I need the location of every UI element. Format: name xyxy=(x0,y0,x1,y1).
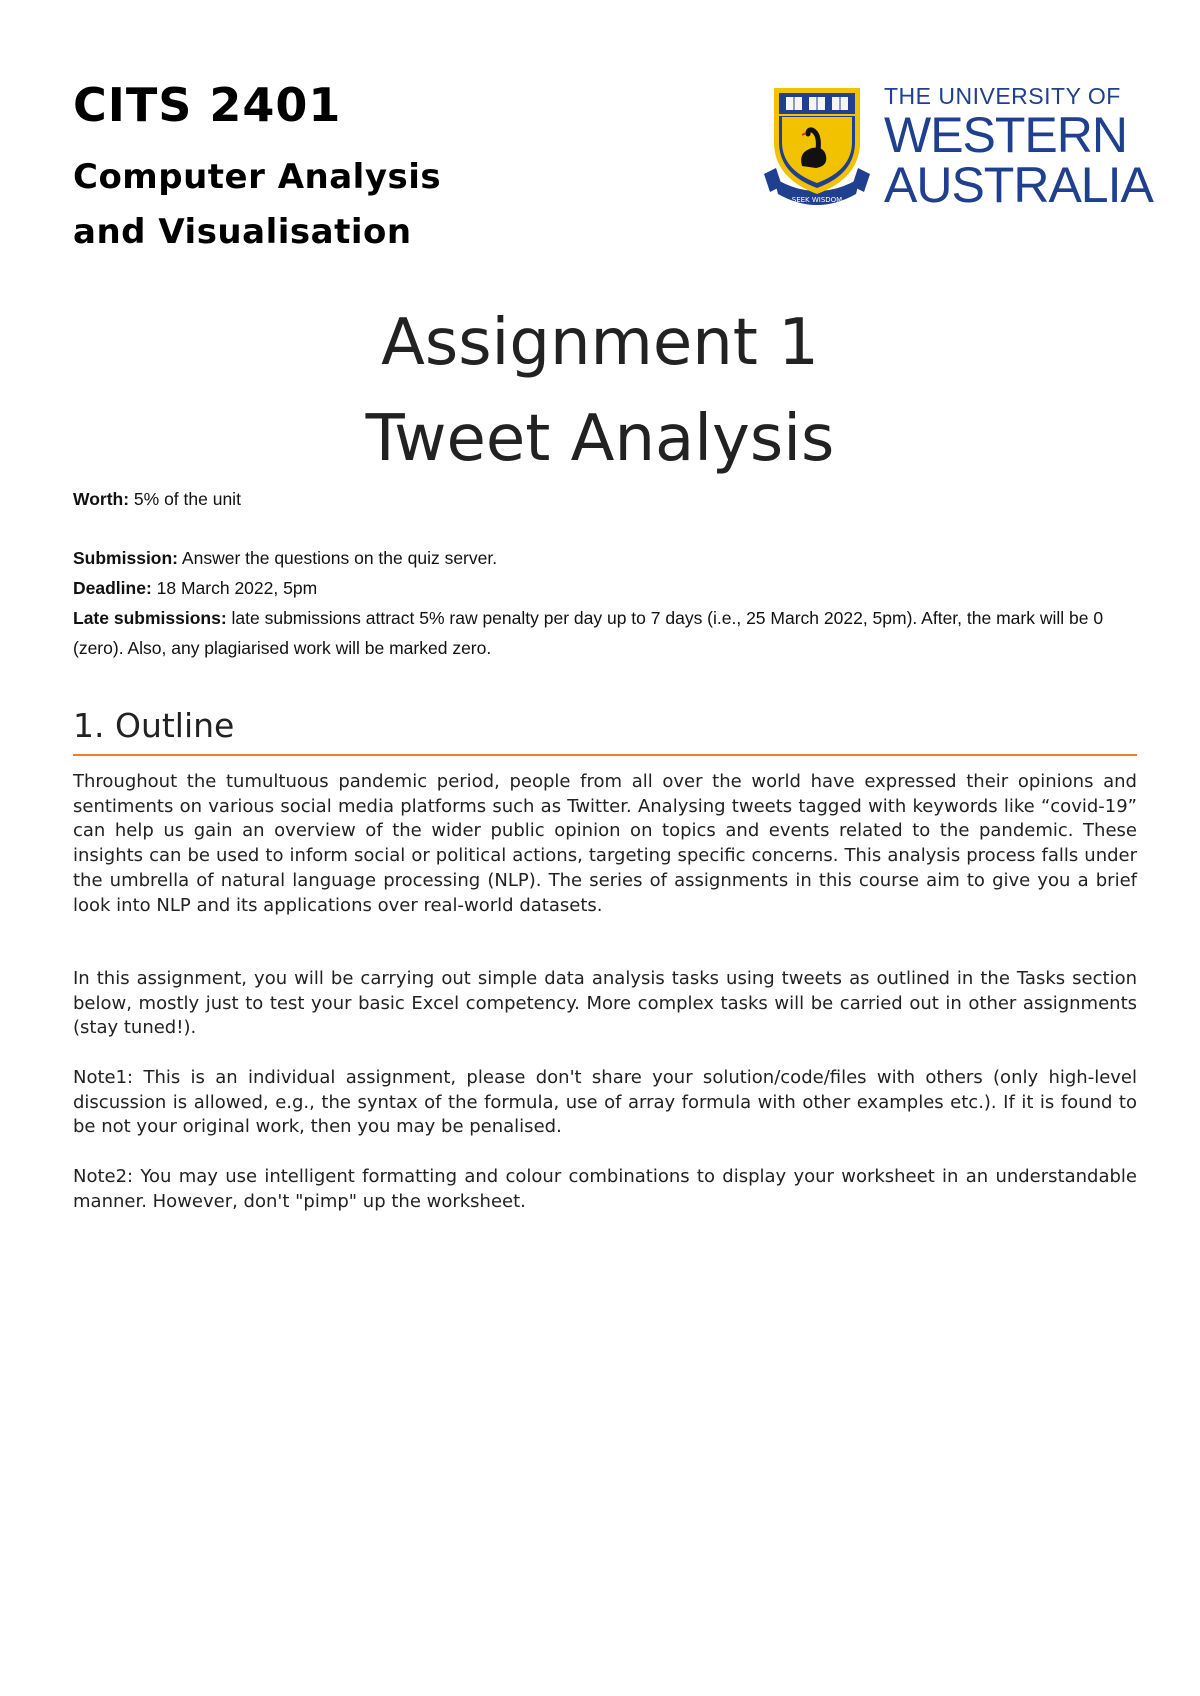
course-name-line2: and Visualisation xyxy=(73,212,412,252)
submission-line xyxy=(73,543,1137,573)
university-crest-icon xyxy=(762,82,872,212)
logo-line1: THE UNIVERSITY OF xyxy=(884,83,1121,109)
worth-label: Worth: xyxy=(73,489,130,509)
deadline-value: 18 March 2022, 5pm xyxy=(151,578,318,598)
document-title-line2: Tweet Analysis xyxy=(365,402,835,476)
outline-paragraph-1: Throughout the tumultuous pandemic period, people from all over the world have expressed their opinions and sentiments on various social media platforms such as Twitter. Analysing tweets tagged with keywords like “covid-19” can help us gain an overview of the wider public opinion on topics and events related to the pandemic. These insights can be used to inform social or political actions, targeting specific concerns. This analysis process falls under the umbrella of natural language processing (NLP). The series of assignments in this course aim to give you a brief look into NLP and its applications over real-world datasets. xyxy=(73,771,1137,916)
course-code: CITS 2401 xyxy=(73,78,342,132)
document-title-line1: Assignment 1 xyxy=(381,306,819,380)
logo-motto: SEEK WISDOM xyxy=(791,196,843,204)
deadline-line xyxy=(73,573,1137,603)
section-divider xyxy=(73,754,1137,756)
section-heading-outline: 1. Outline xyxy=(73,706,235,745)
outline-paragraph-2: In this assignment, you will be carrying out simple data analysis tasks using tweets as outlined in the Tasks section below, mostly just to test your basic Excel competency. More complex tasks will be carried out in other assignments (stay tuned!). xyxy=(73,968,1137,1039)
course-name-line1: Computer Analysis xyxy=(73,157,442,197)
note1-paragraph: Note1: This is an individual assignment, please don't share your solution/code/files with others (only high-level discussion is allowed, e.g., the syntax of the formula, use of array formula with other examples etc.). If it is found to be not your original work, then you may be penalised. xyxy=(73,1067,1137,1138)
late-label: Late submissions: xyxy=(73,608,227,628)
worth-line xyxy=(73,484,1137,514)
logo-line3: AUSTRALIA xyxy=(884,157,1153,213)
deadline-label: Deadline: xyxy=(73,578,152,598)
course-name xyxy=(73,150,441,260)
worth-value: 5% of the unit xyxy=(129,489,241,509)
late-submissions-line xyxy=(73,603,1137,663)
submission-label: Submission: xyxy=(73,548,179,568)
late-value: late submissions attract 5% raw penalty per day up to 7 days (i.e., 25 March 2022, 5pm). After, the mark will be 0 (zero). Also, any plagiarised work will be marked zero. xyxy=(73,608,1104,658)
logo-line2: WESTERN xyxy=(884,107,1127,163)
submission-value: Answer the questions on the quiz server. xyxy=(178,548,498,568)
university-logo xyxy=(762,82,1153,213)
logo-wordmark xyxy=(884,82,1154,213)
note2-paragraph: Note2: You may use intelligent formatting and colour combinations to display your worksheet in an understandable manner. However, don't "pimp" up the worksheet. xyxy=(73,1166,1137,1212)
